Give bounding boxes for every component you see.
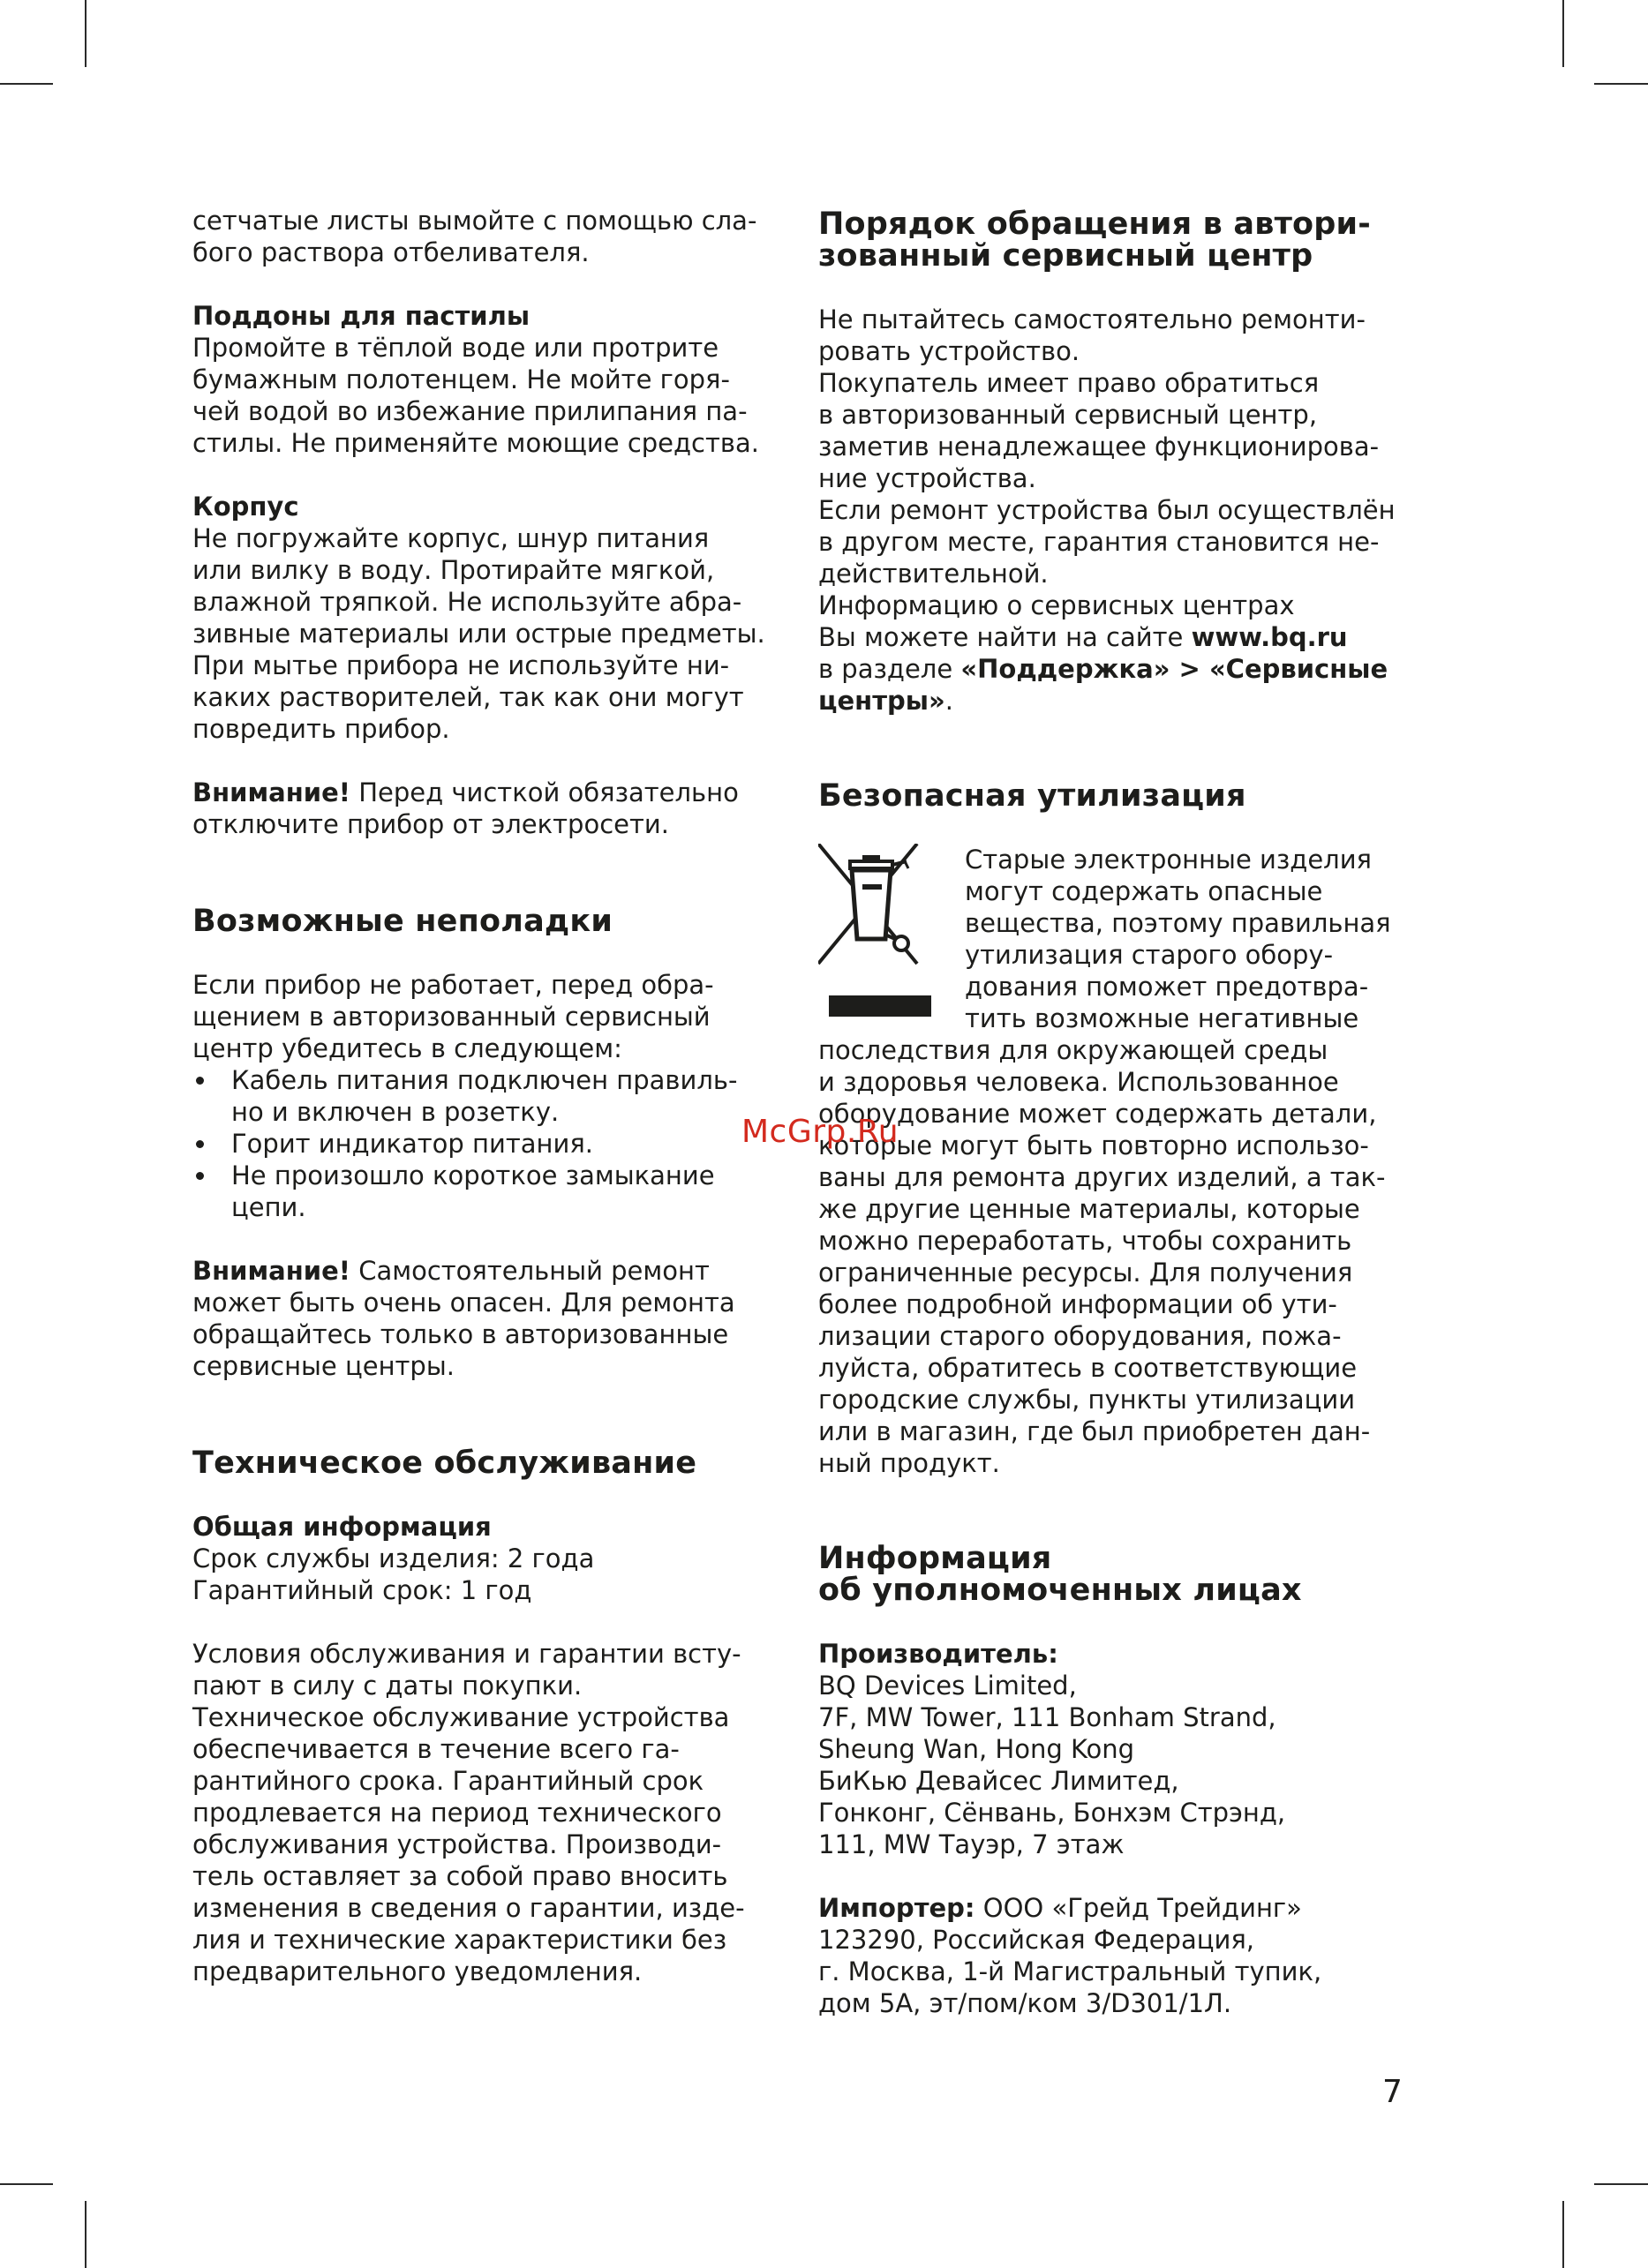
text-line: тить возможные негативные <box>965 1003 1359 1033</box>
text-line: чей водой во избежание прилипания па- <box>192 396 748 426</box>
text-line: ограниченные ресурсы. Для получения <box>818 1258 1353 1288</box>
text-line: бумажным полотенцем. Не мойте горя- <box>192 364 730 394</box>
text-line: 7F, MW Tower, 111 Bonham Strand, <box>818 1702 1276 1732</box>
general-info-heading: Общая информация <box>192 1512 492 1542</box>
text-line: лизации старого оборудования, пожа- <box>818 1321 1342 1351</box>
text-line: Если ремонт устройства был осуществлён <box>818 495 1396 525</box>
text-line: ваны для ремонта других изделий, а так- <box>818 1162 1386 1192</box>
text-line: Техническое обслуживание устройства <box>192 1702 730 1732</box>
crop-mark <box>85 2201 87 2268</box>
text-line: зивные материалы или острые предметы. <box>192 619 765 649</box>
text-line: БиКью Девайсес Лимитед, <box>818 1766 1179 1796</box>
text-line: г. Москва, 1-й Магистральный тупик, <box>818 1956 1322 1986</box>
list-item: Кабель питания подключен правиль- но и включен в розетку. <box>192 1064 801 1128</box>
crop-mark <box>1594 83 1648 85</box>
text-line: или вилку в воду. Протирайте мягкой, <box>192 555 715 585</box>
bullet-icon <box>196 1077 204 1085</box>
case-paragraph <box>192 522 801 745</box>
bullet-icon <box>196 1172 204 1180</box>
checklist <box>192 1064 801 1223</box>
text-line: городские службы, пункты утилизации <box>818 1385 1356 1415</box>
text-line: Гонконг, Сёнвань, Бонхэм Стрэнд, <box>818 1798 1286 1828</box>
text-line: последствия для окружающей среды <box>818 1035 1328 1065</box>
text-line: Не погружайте корпус, шнур питания <box>192 523 710 553</box>
left-column <box>192 205 801 1987</box>
text-line: или в магазин, где был приобретен дан- <box>818 1416 1371 1446</box>
text-line: Sheung Wan, Hong Kong <box>818 1734 1135 1764</box>
text-line: ный продукт. <box>818 1448 1000 1478</box>
text-line: Гарантийный срок: 1 год <box>192 1575 532 1605</box>
text-line: Если прибор не работает, перед обра- <box>192 970 714 1000</box>
text-line: обеспечивается в течение всего га- <box>192 1734 680 1764</box>
text-line: продлевается на период технического <box>192 1798 722 1828</box>
text-line: пают в силу с даты покупки. <box>192 1671 583 1701</box>
support-section-name: центры» <box>818 686 945 716</box>
importer-name: ООО «Грейд Трейдинг» <box>975 1893 1302 1923</box>
text-line: тель оставляет за собой право вносить <box>192 1861 728 1891</box>
text-line: могут содержать опасные <box>965 876 1323 906</box>
text-line: и здоровья человека. Использованное <box>818 1067 1339 1097</box>
troubleshooting-title: Возможные неполадки <box>192 904 613 939</box>
warning-label: Внимание! <box>192 1256 350 1286</box>
general-info-paragraph <box>192 1543 801 1606</box>
case-heading: Корпус <box>192 492 299 522</box>
authorized-persons-title: Информация об уполномоченных лицах <box>818 1541 1302 1608</box>
text-line: Покупатель имеет право обратиться <box>818 368 1320 398</box>
text-line: Старые электронные изделия <box>965 845 1372 875</box>
text-line: Срок службы изделия: 2 года <box>192 1543 595 1573</box>
text-line: предварительного уведомления. <box>192 1956 643 1986</box>
right-column <box>818 208 1436 2019</box>
text-line: ние устройства. <box>818 463 1036 493</box>
text-line: заметив ненадлежащее функционирова- <box>818 432 1380 462</box>
website-link[interactable]: www.bq.ru <box>1191 622 1348 652</box>
text-line: обращайтесь только в авторизованные <box>192 1319 729 1349</box>
crop-mark <box>85 0 87 67</box>
warning-label: Внимание! <box>192 777 350 807</box>
text-line: обслуживания устройства. Производи- <box>192 1829 722 1859</box>
crop-mark <box>1562 0 1564 67</box>
text-line: Не пытайтесь самостоятельно ремонти- <box>818 304 1366 334</box>
troubleshooting-intro <box>192 969 801 1064</box>
service-paragraph: Не пытайтесь самостоятельно ремонти- ровать устройство. Покупатель имеет право обратиться в авторизованный сервисный центр, заметив ненадлежащее функционирова- ние устройства. Если ремонт устройства был осуществлён в другом месте, гарантия становится не- действительной. Информацию о сервисных центрах Вы можете найти на сайте www.bq.ru в разделе «Поддержка» > «Сервисные центры». <box>818 304 1436 717</box>
text-line: же другие ценные материалы, которые <box>818 1194 1360 1224</box>
manufacturer-address <box>818 1670 1436 1860</box>
text-line: более подробной информации об ути- <box>818 1289 1337 1319</box>
text-line: Промойте в тёплой воде или протрите <box>192 333 719 363</box>
intro-paragraph <box>192 205 801 268</box>
trays-heading: Поддоны для пастилы <box>192 301 531 331</box>
text-line: в авторизованный сервисный центр, <box>818 400 1318 430</box>
text-line: вещества, поэтому правильная <box>965 908 1391 938</box>
text-line: 123290, Российская Федерация, <box>818 1925 1254 1955</box>
warning-cleaning <box>192 777 801 840</box>
crop-mark <box>0 83 53 85</box>
crop-mark <box>0 2183 53 2185</box>
text-line: Информацию о сервисных центрах <box>818 590 1295 620</box>
list-item: Горит индикатор питания. <box>192 1128 801 1160</box>
text-span: Перед чисткой обязательно <box>350 777 739 807</box>
text-line: бого раствора отбеливателя. <box>192 237 590 267</box>
text-line: щением в авторизованный сервисный <box>192 1002 711 1032</box>
warranty-terms-paragraph <box>192 1638 801 1987</box>
text-line: изменения в сведения о гарантии, изде- <box>192 1893 745 1923</box>
text-line: оборудование может содержать детали, <box>818 1099 1377 1129</box>
text-line: которые могут быть повторно использо- <box>818 1130 1369 1160</box>
disposal-paragraph <box>818 844 1436 1479</box>
watermark: McGrp.Ru <box>741 1114 899 1150</box>
text-line: в другом месте, гарантия становится не- <box>818 527 1380 557</box>
crossed-out-wheelie-bin-icon <box>818 844 959 1017</box>
text-line: отключите прибор от электросети. <box>192 809 669 839</box>
text-line: лия и технические характеристики без <box>192 1925 727 1955</box>
maintenance-title: Техническое обслуживание <box>192 1446 697 1481</box>
trays-paragraph <box>192 332 801 459</box>
crop-mark <box>1562 2201 1564 2268</box>
text-line: можно переработать, чтобы сохранить <box>818 1226 1352 1256</box>
page-number: 7 <box>1382 2074 1403 2110</box>
text-line: луйста, обратитесь в соответствующие <box>818 1353 1358 1383</box>
text-line: каких растворителей, так как они могут <box>192 682 744 712</box>
text-line: повредить прибор. <box>192 714 450 744</box>
disposal-title: Безопасная утилизация <box>818 778 1246 814</box>
text-line: BQ Devices Limited, <box>818 1671 1077 1701</box>
text-line: ровать устройство. <box>818 336 1080 366</box>
text-line: действительной. <box>818 559 1049 589</box>
list-item: Не произошло короткое замыкание цепи. <box>192 1160 801 1223</box>
text-line: стилы. Не применяйте моющие средства. <box>192 428 759 458</box>
text-line: При мытье прибора не используйте ни- <box>192 650 730 680</box>
text-line: утилизация старого обору- <box>965 940 1334 970</box>
text-line: рантийного срока. Гарантийный срок <box>192 1766 704 1796</box>
bullet-icon <box>196 1140 204 1148</box>
text-span: Самостоятельный ремонт <box>350 1256 710 1286</box>
manufacturer-label: Производитель: <box>818 1639 1058 1669</box>
importer-info <box>818 1892 1436 2019</box>
text-line: сетчатые листы вымойте с помощью сла- <box>192 206 757 236</box>
text-line: влажной тряпкой. Не используйте абра- <box>192 587 742 617</box>
warning-repair <box>192 1255 801 1382</box>
text-line: Условия обслуживания и гарантии всту- <box>192 1639 741 1669</box>
text-line: 111, MW Тауэр, 7 этаж <box>818 1829 1125 1859</box>
text-line: сервисные центры. <box>192 1351 455 1381</box>
importer-label: Импортер: <box>818 1893 975 1923</box>
crop-mark <box>1594 2183 1648 2185</box>
text-line: может быть очень опасен. Для ремонта <box>192 1288 735 1318</box>
service-title: Порядок обращения в автори- зованный сервисный центр <box>818 207 1372 274</box>
text-line: дом 5А, эт/пом/ком 3/D301/1Л. <box>818 1988 1232 2018</box>
support-section-name: «Поддержка» > «Сервисные <box>960 654 1388 684</box>
text-line: дования поможет предотвра- <box>965 972 1369 1002</box>
text-line: центр убедитесь в следующем: <box>192 1033 622 1063</box>
